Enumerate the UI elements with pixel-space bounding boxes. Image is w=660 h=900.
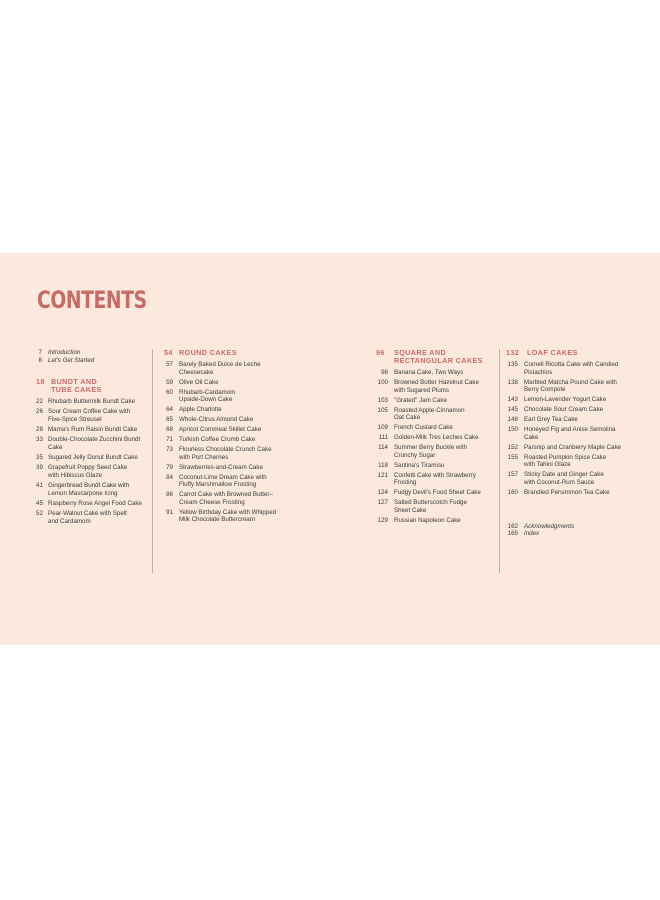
entry-page-number: 57 (166, 361, 173, 368)
toc-entry (36, 500, 146, 508)
entry-title-line: Rhubarb Buttermilk Bundt Cake (48, 398, 136, 406)
entry-title (394, 424, 496, 432)
entry-title-line: Sugared Jelly Donut Bundt Cake (48, 454, 138, 462)
entry-title (524, 426, 626, 441)
section-page: 18 (36, 377, 45, 387)
section-title: LOAF CAKES (527, 348, 578, 357)
entry-title-line: Pistachios (524, 368, 553, 376)
entry-title-line: Mama's Rum Raisin Bundt Cake (48, 426, 138, 434)
toc-entry (164, 406, 289, 414)
entry-page-number: 129 (377, 516, 388, 524)
entry-title-line: Roasted Pumpkin Spice Cake (524, 453, 607, 461)
column-divider (499, 349, 500, 573)
toc-entry (506, 379, 626, 394)
section-entries (506, 361, 626, 496)
entry-title-line: Fluffy Marshmallow Frosting (179, 481, 257, 489)
entry-title-line: Banana Cake, Two Ways (394, 369, 464, 376)
entry-title (179, 464, 289, 472)
entry-title-line: with Coconut-Rum Sauce (524, 478, 595, 486)
entry-page-number: 79 (166, 463, 173, 471)
entry-title (394, 407, 496, 422)
entry-title (179, 406, 289, 414)
toc-column-3 (376, 349, 496, 527)
entry-page-number: 65 (166, 416, 173, 424)
entry-page-number: 109 (377, 424, 388, 432)
entry-title (48, 482, 146, 497)
section-entries (36, 398, 146, 525)
entry-title-line: Brandied Persimmon Tea Cake (524, 488, 610, 496)
entry-title-line: Apple Charlotte (179, 406, 222, 414)
entry-page-number: 111 (378, 434, 388, 442)
entry-title-line: Strawberries-and-Cream Cake (179, 463, 263, 471)
entry-title-line: Berry Compote (524, 386, 566, 394)
toc-entry (376, 424, 496, 432)
toc-entry (164, 416, 289, 424)
entry-title (48, 426, 146, 434)
entry-title (394, 434, 496, 442)
toc-entry (506, 361, 626, 376)
entry-page-number: 145 (507, 406, 518, 414)
toc-entry (506, 406, 626, 414)
entry-page-number: 64 (166, 406, 173, 414)
entry-title (524, 471, 626, 486)
intro-entries (36, 349, 146, 364)
entry-page-number: 127 (377, 499, 388, 507)
toc-entry (164, 361, 289, 376)
entry-title (524, 406, 626, 414)
section-title: BUNDT AND TUBE CAKES (51, 377, 102, 395)
toc-entry (164, 436, 289, 444)
toc-entry (376, 472, 496, 487)
entry-title-line: with Sugared Plums (394, 386, 450, 394)
section-heading-round (164, 349, 289, 357)
entry-title: Index (524, 530, 540, 538)
toc-entry (376, 379, 496, 394)
toc-entry (36, 426, 146, 434)
entry-page-number: 162 (507, 522, 518, 530)
entry-title-line: Grapefruit Poppy Seed Cake (48, 464, 128, 472)
toc-entry (36, 398, 146, 406)
entry-page-number: 148 (507, 416, 518, 424)
section-heading-square (376, 349, 496, 365)
entry-title (179, 379, 289, 387)
toc-entry (36, 357, 146, 365)
entry-page-number: 60 (166, 388, 173, 396)
entry-title (394, 472, 496, 487)
entry-title (48, 500, 146, 508)
entry-page-number: 100 (377, 378, 388, 386)
entry-title (394, 379, 496, 394)
page-title: CONTENTS (37, 286, 147, 314)
entry-title-line: Marbled Matcha Pound Cake with (524, 378, 617, 386)
entry-title (524, 361, 626, 376)
entry-title (48, 398, 146, 406)
entry-title-line: "Grated" Jam Cake (394, 396, 447, 404)
toc-entry (376, 517, 496, 525)
contents-page (0, 253, 660, 645)
entry-title-line: Coconut-Lime Dream Cake with (179, 473, 267, 481)
entry-page-number: 105 (377, 406, 388, 414)
entry-title (524, 416, 626, 424)
entry-title-line: Five-Spice Streusel (48, 415, 102, 423)
entry-title-line: Crunchy Sugar (394, 451, 436, 459)
toc-column-1 (36, 349, 146, 528)
entry-page-number: 7 (38, 349, 42, 356)
entry-title: Let's Get Started (48, 356, 95, 364)
entry-title-line: Russian Napoleon Cake (394, 516, 461, 524)
toc-entry (164, 474, 289, 489)
entry-title-line: Chocolate Sour Cream Cake (524, 406, 604, 414)
toc-entry (36, 454, 146, 462)
entry-title (48, 510, 146, 525)
entry-title (524, 444, 626, 452)
entry-page-number: 157 (507, 471, 518, 479)
entry-title-line: Milk Chocolate Buttercream (179, 516, 255, 524)
end-matter-entries (506, 523, 626, 538)
toc-entry (506, 444, 626, 452)
entry-title-line: Sticky Date and Ginger Cake (524, 471, 604, 479)
entry-title (179, 426, 289, 434)
toc-entry (36, 408, 146, 423)
entry-title (179, 509, 289, 524)
entry-title-line: Whole-Citrus Almond Cake (179, 416, 254, 424)
entry-title (394, 397, 496, 405)
entry-title-line: Golden-Milk Tres Leches Cake (394, 434, 479, 442)
entry-page-number: 103 (377, 396, 388, 404)
entry-page-number: 150 (507, 426, 518, 434)
entry-title-line: Frosting (394, 479, 417, 487)
entry-title-line: Cream Cheese Frosting (179, 498, 245, 506)
entry-title-line: with Port Cherries (179, 453, 229, 461)
entry-page-number: 155 (507, 453, 518, 461)
entry-page-number: 45 (36, 499, 43, 507)
entry-page-number: 52 (36, 510, 43, 518)
toc-entry (164, 389, 289, 404)
entry-page-number: 86 (166, 491, 173, 499)
entry-page-number: 143 (507, 396, 518, 404)
entry-page-number: 68 (166, 426, 173, 434)
toc-entry (506, 416, 626, 424)
entry-page-number: 160 (507, 488, 518, 496)
entry-title-line: with Tahini Glaze (524, 461, 571, 469)
entry-title-line: Gingerbread Bundt Cake with (48, 482, 130, 490)
entry-title (48, 464, 146, 479)
entry-page-number: 152 (507, 443, 518, 451)
entry-title: Introduction (48, 349, 81, 356)
toc-entry (376, 462, 496, 470)
section-page: 54 (164, 348, 173, 357)
section-entries (376, 369, 496, 524)
entry-title-line: Lemon Mascarpone Icing (48, 489, 118, 497)
entry-page-number: 73 (166, 446, 173, 454)
entry-page-number: 138 (507, 378, 518, 386)
entry-title-line: Cake (524, 433, 539, 441)
entry-title-line: Browned Butter Hazelnut Cake (394, 378, 479, 386)
toc-entry (506, 489, 626, 497)
entry-title-line: Cheesecake (179, 368, 214, 376)
entry-title-line: Carrot Cake with Browned Butter– (179, 491, 273, 499)
entry-title-line: Summer Berry Buckle with (394, 444, 467, 452)
entry-title-line: Yellow Birthday Cake with Whipped (179, 508, 277, 516)
toc-entry (376, 369, 496, 377)
toc-entry (506, 523, 626, 531)
entry-title-line: and Cardamom (48, 517, 91, 525)
entry-title (394, 462, 496, 470)
toc-entry (164, 491, 289, 506)
entry-page-number: 28 (36, 426, 43, 434)
entry-page-number: 59 (166, 378, 173, 386)
section-page: 96 (376, 348, 385, 357)
section-title: ROUND CAKES (179, 348, 237, 357)
entry-title (179, 361, 289, 376)
toc-entry (164, 464, 289, 472)
toc-entry (506, 426, 626, 441)
entry-title (394, 517, 496, 525)
entry-title-line: with Hibiscus Glaze (48, 471, 102, 479)
entry-title-line: Oat Cake (394, 414, 421, 422)
entry-title (48, 436, 146, 451)
entry-title (524, 454, 626, 469)
entry-title-line: Olive Oil Cake (179, 378, 219, 386)
entry-title-line: French Custard Cake (394, 424, 453, 432)
toc-entry (36, 349, 146, 357)
entry-title-line: Earl Grey Tea Cake (524, 416, 578, 424)
entry-page-number: 35 (36, 454, 43, 462)
entry-title (48, 408, 146, 423)
section-entries (164, 361, 289, 524)
entry-page-number: 71 (166, 436, 173, 444)
entry-title (179, 491, 289, 506)
entry-page-number: 98 (381, 369, 388, 376)
toc-entry (376, 407, 496, 422)
entry-title (394, 499, 496, 514)
toc-entry (376, 489, 496, 497)
toc-entry (506, 530, 626, 538)
toc-entry (36, 510, 146, 525)
toc-entry (506, 471, 626, 486)
entry-title (179, 474, 289, 489)
entry-page-number: 135 (507, 361, 518, 368)
entry-title-line: Lemon-Lavender Yogurt Cake (524, 396, 607, 404)
entry-title (524, 379, 626, 394)
toc-entry (376, 397, 496, 405)
toc-column-4 (506, 349, 626, 538)
entry-title-line: Double-Chocolate Zucchini Bundt (48, 436, 141, 444)
entry-page-number: 39 (36, 464, 43, 472)
entry-page-number: 41 (36, 482, 43, 490)
section-page: 132 (506, 348, 520, 357)
entry-title-line: Honeyed Fig and Anise Semolina (524, 426, 616, 434)
entry-page-number: 121 (377, 471, 388, 479)
toc-entry (164, 509, 289, 524)
entry-page-number: 118 (378, 461, 388, 469)
entry-title-line: Rhubarb-Cardamom (179, 388, 236, 396)
column-divider (152, 349, 153, 573)
entry-title-line: Sheet Cake (394, 506, 427, 514)
entry-title-line: Salted Butterscotch Fudge (394, 499, 467, 507)
entry-title-line: Confetti Cake with Strawberry (394, 471, 476, 479)
entry-title (394, 369, 496, 377)
entry-title (524, 396, 626, 404)
entry-title (48, 454, 146, 462)
section-heading-loaf (506, 349, 626, 357)
entry-page-number: 114 (378, 444, 388, 452)
entry-title-line: Cake (48, 443, 63, 451)
toc-entry (164, 426, 289, 434)
entry-title (179, 436, 289, 444)
toc-entry (376, 434, 496, 442)
entry-page-number: 22 (36, 398, 43, 406)
entry-title-line: Upside-Down Cake (179, 396, 233, 404)
entry-title (179, 446, 289, 461)
entry-title (394, 444, 496, 459)
toc-column-2 (164, 349, 289, 526)
section-title: SQUARE AND RECTANGULAR CAKES (394, 348, 483, 365)
entry-title-line: Apricot Cornmeal Skillet Cake (179, 426, 262, 434)
entry-title-line: Sour Cream Coffee Cake with (48, 408, 131, 416)
entry-title (524, 489, 626, 497)
toc-entry (164, 446, 289, 461)
entry-page-number: 84 (166, 473, 173, 481)
entry-title-line: Pear-Walnut Cake with Spelt (48, 510, 127, 518)
entry-page-number: 26 (36, 408, 43, 416)
entry-title-line: Turkish Coffee Crumb Cake (179, 436, 256, 444)
toc-entry (506, 454, 626, 469)
entry-title-line: Cornell Ricotta Cake with Candied (524, 361, 619, 368)
entry-page-number: 124 (377, 489, 388, 497)
toc-entry (506, 396, 626, 404)
entry-page-number: 8 (38, 356, 42, 364)
entry-title (179, 416, 289, 424)
entry-title-line: Barely Baked Dulce de Leche (179, 361, 261, 368)
toc-entry (376, 499, 496, 514)
entry-title-line: Raspberry Rose Angel Food Cake (48, 499, 142, 507)
entry-title-line: Roasted Apple-Cinnamon (394, 406, 465, 414)
toc-entry (36, 464, 146, 479)
toc-entry (36, 436, 146, 451)
toc-entry (376, 444, 496, 459)
toc-entry (164, 379, 289, 387)
entry-title (394, 489, 496, 497)
entry-title-line: Santina's Tiramisu (394, 461, 445, 469)
section-heading-bundt (36, 378, 146, 394)
entry-title-line: Parsnip and Cranberry Maple Cake (524, 443, 621, 451)
entry-page-number: 91 (166, 508, 173, 516)
entry-title (179, 389, 289, 404)
entry-title-line: Flourless Chocolate Crunch Cake (179, 446, 272, 454)
entry-page-number: 165 (507, 530, 518, 538)
toc-entry (36, 482, 146, 497)
entry-page-number: 33 (36, 436, 43, 444)
entry-title-line: Fudgy Devil's Food Sheet Cake (394, 489, 481, 497)
entry-title: Acknowledgments (524, 522, 575, 530)
